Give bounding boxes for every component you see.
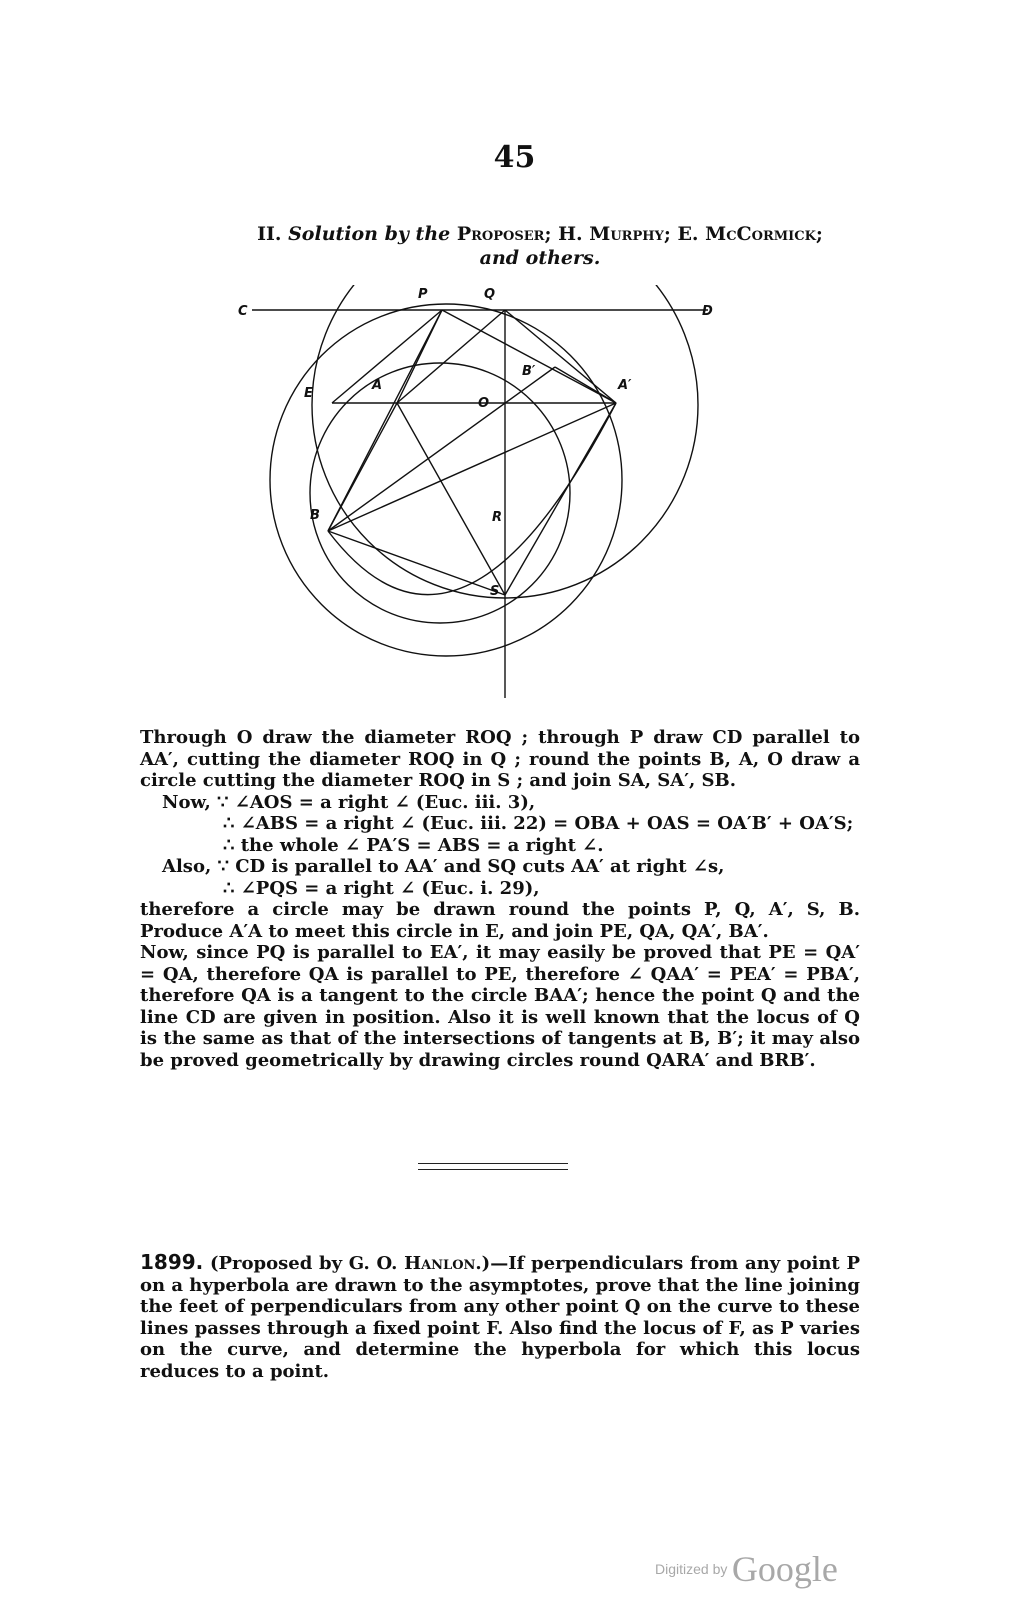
heading-solution-by: Solution by the: [288, 223, 451, 245]
label-b-prime: B′: [522, 364, 536, 379]
proof-line: Also, ∵ CD is parallel to AA′ and SQ cuts AA′ at right ∠s,: [162, 856, 725, 877]
proof-line: ∴ the whole ∠ PA′S = ABS = a right ∠.: [223, 834, 604, 856]
heading-numeral: II.: [257, 223, 282, 245]
page-number: 45: [493, 140, 536, 175]
watermark-prefix: Digitized by: [655, 1561, 728, 1577]
line-ba2: [328, 403, 616, 531]
problem-author: Hanlon.: [404, 1253, 482, 1274]
proof-line: Now, ∵ ∠AOS = a right ∠ (Euc. iii. 3),: [162, 791, 536, 813]
line-bs: [328, 531, 505, 595]
heading-mccormick: E. McCormick: [677, 223, 816, 245]
problem-proposed: (Proposed by G. O.: [209, 1253, 398, 1274]
watermark: [655, 1548, 838, 1588]
solution-body: [140, 727, 860, 1071]
label-a-prime: A′: [618, 378, 632, 393]
label-b: B: [310, 508, 320, 523]
heading-and-others: and others.: [479, 247, 601, 269]
google-logo: Google: [731, 1549, 838, 1589]
label-a: A: [372, 378, 383, 393]
proof-line: ∴ ∠PQS = a right ∠ (Euc. i. 29),: [223, 877, 540, 899]
geometry-figure: [230, 285, 730, 705]
paragraph: Through O draw the diameter ROQ ; through P draw CD parallel to AA′, cutting the diameter ROQ in Q ; round the points B, A, O draw a circle cutting the diameter ROQ in S ; and join SA, SA′, SB.: [140, 727, 860, 791]
line-bb: [328, 367, 555, 531]
heading-murphy: H. Murphy: [558, 223, 664, 245]
line-ab: [328, 403, 397, 531]
problem-text: )—If perpendiculars from any point P on a hyperbola are drawn to the asymptotes, prove that the line joining the feet of perpendiculars from any other point Q on the curve to these lines passes through a fixed point F. Also find the locus of F, as P varies on the curve, and determine the hyperbola for which this locus reduces to a point.: [140, 1253, 860, 1382]
paragraph: therefore a circle may be drawn round the points P, Q, A′, S, B. Produce A′A to meet this circle in E, and join PE, QA, QA′, BA′.: [140, 899, 860, 942]
heading-sep: ;: [815, 223, 823, 245]
problem-number: 1899.: [140, 1250, 204, 1274]
label-d: D: [702, 304, 713, 319]
solution-heading: [140, 222, 940, 270]
arc-bsa: [328, 403, 616, 595]
problem-1899: [140, 1252, 860, 1382]
heading-sep: ;: [663, 223, 671, 245]
label-c: C: [238, 304, 248, 319]
line-sa: [397, 403, 505, 595]
label-p: P: [418, 287, 428, 302]
proof-line: ∴ ∠ABS = a right ∠ (Euc. iii. 22) = OBA + OAS = OA′B′ + OA′S;: [223, 813, 854, 834]
line-qa2: [505, 310, 616, 403]
line-qa: [397, 310, 505, 403]
label-s: S: [490, 584, 500, 599]
label-o: O: [478, 396, 490, 411]
section-divider: [418, 1163, 568, 1170]
line-pa2: [442, 310, 616, 403]
line-pe: [332, 310, 442, 403]
label-q: Q: [484, 287, 496, 302]
label-e: E: [304, 386, 313, 401]
heading-proposer: Proposer: [456, 223, 545, 245]
heading-sep: ;: [544, 223, 552, 245]
label-r: R: [492, 510, 503, 525]
paragraph: Now, since PQ is parallel to EA′, it may easily be proved that PE = QA′ = QA, therefore QA is parallel to PE, therefore ∠ QAA′ = PEA′ = PBA′, therefore QA is a tangent to the circle BAA′; hence the point Q and the line CD are given in position. Also it is well known that the locus of Q is the same as that of the intersections of tangents at B, B′; it may also be proved geometrically by drawing circles round QARA′ and BRB′.: [140, 942, 860, 1071]
